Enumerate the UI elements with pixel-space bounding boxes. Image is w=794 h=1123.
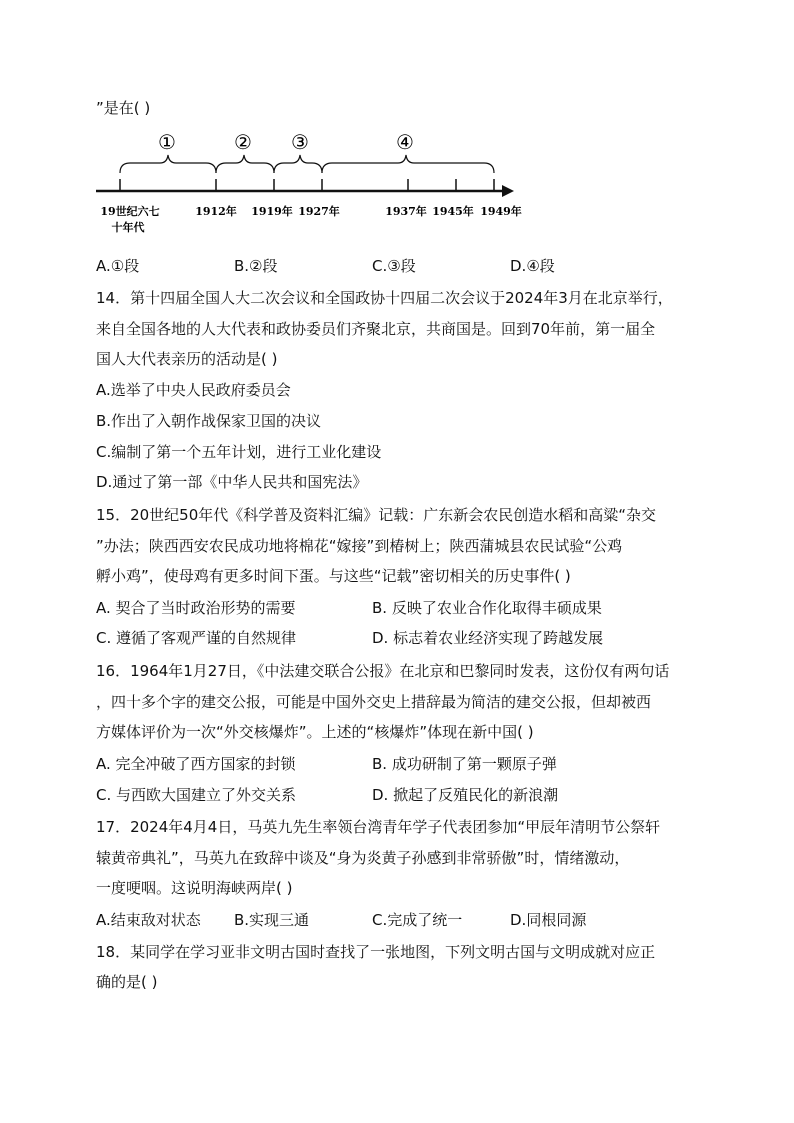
q15-option-c: C. 遵循了客观严谨的自然规律 — [96, 629, 297, 647]
q13-option-d: D.④段 — [510, 257, 555, 275]
q14-option-b: B.作出了入朝作战保家卫国的决议 — [96, 412, 322, 430]
q17-option-b: B.实现三通 — [234, 911, 310, 929]
q17-stem-line-2: 辕黄帝典礼”，马英九在致辞中谈及“身为炎黄子孙感到非常骄傲”时，情绪激动， — [96, 849, 630, 867]
timeline-segment-3: ③ — [291, 130, 309, 154]
q14-option-a: A.选举了中央人民政府委员会 — [96, 381, 291, 399]
q15-stem-line-3: 孵小鸡”，使母鸡有更多时间下蛋。与这些“记载”密切相关的历史事件( ) — [96, 567, 571, 585]
q13-option-a: A.①段 — [96, 257, 140, 275]
q17-option-a: A.结束敌对状态 — [96, 911, 201, 929]
q16-stem-line-2: ，四十多个字的建交公报，可能是中国外交史上措辞最为简洁的建交公报，但却被西 — [96, 693, 652, 711]
q14-option-c: C.编制了第一个五年计划，进行工业化建设 — [96, 443, 382, 461]
timeline-arrow — [502, 185, 514, 197]
tick-label-1919: 1919年 — [251, 205, 293, 218]
q15-stem-line-2: ”办法；陕西西安农民成功地将棉花“嫁接”到椿树上；陕西蒲城县农民试验“公鸡 — [96, 537, 623, 555]
tick-label-1927: 1927年 — [298, 205, 340, 218]
q16-option-a: A. 完全冲破了西方国家的封锁 — [96, 755, 296, 773]
tick-label-1912: 1912年 — [195, 205, 237, 218]
q14-stem-line-3: 国人大代表亲历的活动是( ) — [96, 350, 278, 368]
q15-option-a: A. 契合了当时政治形势的需要 — [96, 599, 296, 617]
brace-3 — [274, 155, 322, 173]
q17-option-d: D.同根同源 — [510, 911, 587, 929]
tick-label-19c-line2: 十年代 — [111, 221, 145, 234]
q17-stem-line-1: 17．2024年4月4日，马英九先生率领台湾青年学子代表团参加“甲辰年清明节公祭轩 — [96, 818, 661, 836]
q15-stem-line-1: 15．20世纪50年代《科学普及资料汇编》记载：广东新会农民创造水稻和高粱“杂交 — [96, 506, 657, 524]
q16-option-b: B. 成功研制了第一颗原子弹 — [372, 755, 557, 773]
brace-1 — [120, 155, 216, 173]
q14-stem-line-1: 14．第十四届全国人大二次会议和全国政协十四届二次会议于2024年3月在北京举行， — [96, 289, 673, 307]
q13-stem-tail: ”是在( ) — [96, 99, 151, 117]
q17-option-c: C.完成了统一 — [372, 911, 463, 929]
brace-4 — [322, 155, 494, 173]
q16-stem-line-3: 方媒体评价为一次“外交核爆炸”。上述的“核爆炸”体现在新中国( ) — [96, 723, 534, 741]
tick-label-1949: 1949年 — [480, 205, 522, 218]
q14-stem-line-2: 来自全国各地的人大代表和政协委员们齐聚北京，共商国是。回到70年前，第一届全 — [96, 320, 656, 338]
q14-option-d: D.通过了第一部《中华人民共和国宪法》 — [96, 473, 368, 491]
tick-label-1937: 1937年 — [385, 205, 427, 218]
q16-option-c: C. 与西欧大国建立了外交关系 — [96, 786, 297, 804]
q15-option-d: D. 标志着农业经济实现了跨越发展 — [372, 629, 604, 647]
q13-option-c: C.③段 — [372, 257, 416, 275]
q18-stem-line-2: 确的是( ) — [96, 973, 158, 991]
timeline-ticks — [120, 179, 494, 191]
q16-option-d: D. 掀起了反殖民化的新浪潮 — [372, 786, 559, 804]
timeline-segment-1: ① — [158, 130, 176, 154]
q16-stem-line-1: 16．1964年1月27日，《中法建交联合公报》在北京和巴黎同时发表，这份仅有两句话 — [96, 662, 670, 680]
timeline-segment-4: ④ — [396, 130, 414, 154]
tick-label-1945: 1945年 — [432, 205, 474, 218]
q15-option-b: B. 反映了农业合作化取得丰硕成果 — [372, 599, 602, 617]
brace-2 — [216, 155, 274, 173]
timeline-braces — [120, 155, 494, 173]
q13-timeline-figure — [90, 125, 530, 245]
q13-option-b: B.②段 — [234, 257, 278, 275]
timeline-segment-2: ② — [234, 130, 252, 154]
q18-stem-line-1: 18．某同学在学习亚非文明古国时查找了一张地图，下列文明古国与文明成就对应正 — [96, 943, 656, 961]
q17-stem-line-3: 一度哽咽。这说明海峡两岸( ) — [96, 879, 293, 897]
tick-label-19c-line1: 19世纪六七 — [100, 205, 160, 218]
